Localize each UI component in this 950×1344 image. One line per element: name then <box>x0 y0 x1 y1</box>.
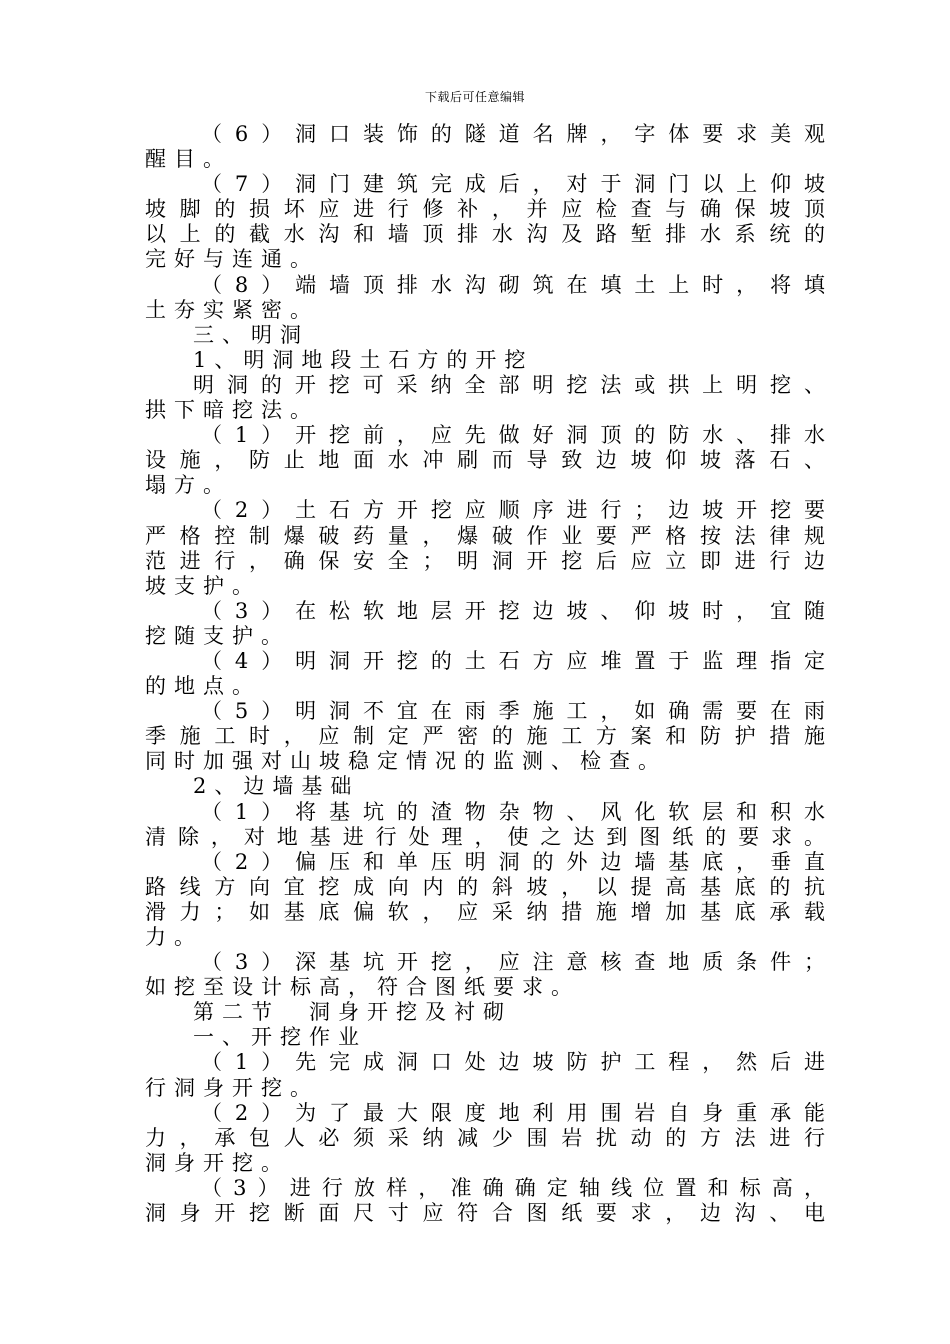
text-line: （2）偏压和单压明洞的外边墙基底，垂直 <box>201 849 825 874</box>
text-line: （1）将基坑的渣物杂物、风化软层和积水 <box>201 799 825 824</box>
text-line: 清除，对地基进行处理，使之达到图纸的要求。 <box>145 824 825 849</box>
text-line: （3）进行放样，准确确定轴线位置和标高， <box>201 1175 825 1200</box>
text-line: 2、边墙基础 <box>193 774 360 799</box>
text-line: （3）在松软地层开挖边坡、仰坡时，宜随 <box>201 598 825 623</box>
text-line: 明洞的开挖可采纳全部明挖法或拱上明挖、 <box>193 372 825 397</box>
text-line: 完好与连通。 <box>145 247 319 272</box>
text-line: 路线方向宜挖成向内的斜坡，以提高基底的抗 <box>145 874 825 899</box>
text-line: （1）开挖前，应先做好洞顶的防水、排水 <box>201 423 825 448</box>
text-line: 一、开挖作业 <box>193 1025 367 1050</box>
text-line: 力，承包人必须采纳减少围岩扰动的方法进行 <box>145 1125 825 1150</box>
text-line: （6）洞口装饰的隧道名牌，字体要求美观 <box>201 122 825 146</box>
text-line: 设施，防止地面水冲刷而导致边坡仰坡落石、 <box>145 448 825 473</box>
text-line: 以上的截水沟和墙顶排水沟及路堑排水系统的 <box>145 222 825 247</box>
text-line: 洞身开挖。 <box>145 1150 290 1175</box>
text-line: （2）为了最大限度地利用围岩自身重承能 <box>201 1100 825 1125</box>
text-line: 洞身开挖断面尺寸应符合图纸要求，边沟、电 <box>145 1201 825 1226</box>
text-line: （3）深基坑开挖，应注意核查地质条件； <box>201 950 825 975</box>
text-line: （5）明洞不宜在雨季施工，如确需要在雨 <box>201 699 825 724</box>
text-line: 挖随支护。 <box>145 623 290 648</box>
text-line: （1）先完成洞口处边坡防护工程，然后进 <box>201 1050 825 1075</box>
text-line: 醒目。 <box>145 147 232 172</box>
text-line: 坡支护。 <box>145 573 261 598</box>
text-line: 季施工时，应制定严密的施工方案和防护措施 <box>145 724 825 749</box>
text-line: （8）端墙顶排水沟砌筑在填土上时，将填 <box>201 272 825 297</box>
text-line: 三、明洞 <box>193 322 309 347</box>
text-line: （7）洞门建筑完成后，对于洞门以上仰坡 <box>201 172 825 197</box>
text-line: 行洞身开挖。 <box>145 1075 319 1100</box>
text-line: 1、明洞地段土石方的开挖 <box>193 347 534 372</box>
text-line: （2）土石方开挖应顺序进行；边坡开挖要 <box>201 498 825 523</box>
text-line: 土夯实紧密。 <box>145 297 319 322</box>
text-line: 拱下暗挖法。 <box>145 398 319 423</box>
text-line: 第二节 洞身开挖及衬砌 <box>193 1000 512 1025</box>
document-body <box>145 122 825 1226</box>
text-line: 滑力；如基底偏软，应采纳措施增加基底承载 <box>145 899 825 924</box>
text-line: 如挖至设计标高，符合图纸要求。 <box>145 975 580 1000</box>
text-line: 的地点。 <box>145 674 261 699</box>
text-line: （4）明洞开挖的土石方应堆置于监理指定 <box>201 648 825 673</box>
text-line: 严格控制爆破药量，爆破作业要严格按法律规 <box>145 523 825 548</box>
text-line: 力。 <box>145 925 203 949</box>
page-header: 下载后可任意编辑 <box>424 90 525 104</box>
text-line: 坡脚的损坏应进行修补，并应检查与确保坡顶 <box>145 197 825 222</box>
text-line: 塌方。 <box>145 473 232 498</box>
text-line: 范进行，确保安全；明洞开挖后应立即进行边 <box>145 548 825 573</box>
text-line: 同时加强对山坡稳定情况的监测、检查。 <box>145 749 667 774</box>
